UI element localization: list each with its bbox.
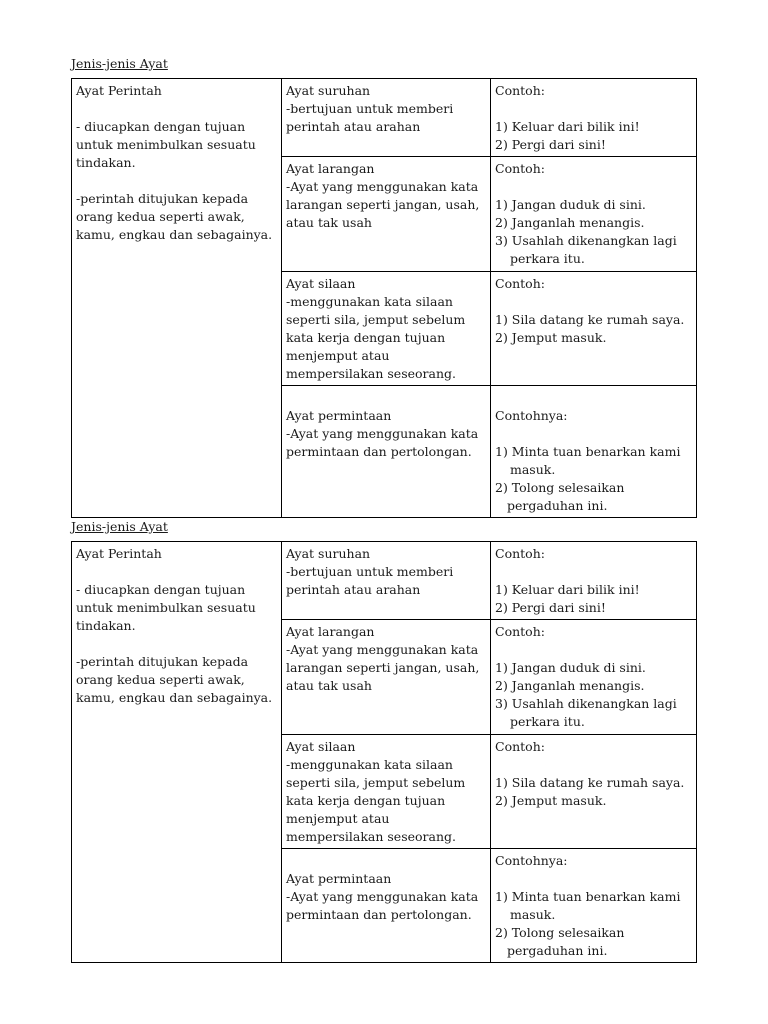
example-label: Contoh: (495, 161, 545, 176)
sentence-types-table (71, 78, 697, 518)
sentence-types-table (71, 541, 697, 963)
example-item: 3) Usahlah dikenangkan lagi perkara itu. (495, 233, 677, 266)
type-name: Ayat silaan (286, 276, 356, 291)
example-cell (491, 620, 697, 735)
example-cell (491, 386, 697, 518)
example-item: 1) Keluar dari bilik ini! (495, 582, 640, 597)
example-item: 1) Minta tuan benarkan kami masuk. (495, 889, 681, 922)
type-name: Ayat permintaan (286, 408, 392, 423)
type-cell (282, 157, 491, 272)
table-row (72, 542, 697, 620)
type-name: Ayat permintaan (286, 871, 392, 886)
type-cell (282, 272, 491, 386)
type-name: Ayat larangan (286, 624, 375, 639)
example-item: 2) Jemput masuk. (495, 330, 607, 345)
type-desc: -Ayat yang menggunakan kata permintaan dan pertolongan. (286, 426, 479, 459)
main-type-desc: -perintah ditujukan kepada orang kedua seperti awak, kamu, engkau dan sebagainya. (76, 191, 273, 242)
type-name: Ayat suruhan (286, 83, 371, 98)
type-cell (282, 735, 491, 849)
example-item: 2) Janganlah menangis. (495, 678, 645, 693)
type-desc: -menggunakan kata silaan seperti sila, jemput sebelum kata kerja dengan tujuan menjemput atau mempersilakan seseorang. (286, 757, 466, 844)
example-cell (491, 157, 697, 272)
table-row (72, 79, 697, 157)
main-type-desc: - diucapkan dengan tujuan untuk menimbulkan sesuatu tindakan. (76, 582, 256, 633)
main-type-title: Ayat Perintah (76, 546, 162, 561)
type-desc: -Ayat yang menggunakan kata larangan seperti jangan, usah, atau tak usah (286, 642, 480, 693)
type-cell (282, 79, 491, 157)
example-item: 2) Pergi dari sini! (495, 137, 606, 152)
example-label: Contohnya: (495, 853, 568, 868)
type-name: Ayat suruhan (286, 546, 371, 561)
type-name: Ayat silaan (286, 739, 356, 754)
example-item: 1) Keluar dari bilik ini! (495, 119, 640, 134)
type-desc: -bertujuan untuk memberi perintah atau arahan (286, 101, 454, 134)
example-item: 1) Jangan duduk di sini. (495, 660, 646, 675)
example-item: 2) Pergi dari sini! (495, 600, 606, 615)
main-type-cell (72, 542, 282, 963)
example-label: Contoh: (495, 276, 545, 291)
main-type-desc: - diucapkan dengan tujuan untuk menimbulkan sesuatu tindakan. (76, 119, 256, 170)
example-item: 2) Tolong selesaikan pergaduhan ini. (495, 925, 625, 958)
example-item: 2) Jemput masuk. (495, 793, 607, 808)
example-cell (491, 542, 697, 620)
main-type-title: Ayat Perintah (76, 83, 162, 98)
section-heading: Jenis-jenis Ayat (71, 519, 168, 534)
type-cell (282, 849, 491, 963)
example-label: Contohnya: (495, 408, 568, 423)
type-desc: -bertujuan untuk memberi perintah atau arahan (286, 564, 454, 597)
main-type-cell (72, 79, 282, 518)
example-item: 2) Janganlah menangis. (495, 215, 645, 230)
example-cell (491, 272, 697, 386)
main-type-desc: -perintah ditujukan kepada orang kedua seperti awak, kamu, engkau dan sebagainya. (76, 654, 273, 705)
type-cell (282, 542, 491, 620)
example-label: Contoh: (495, 739, 545, 754)
example-cell (491, 735, 697, 849)
example-item: 1) Sila datang ke rumah saya. (495, 312, 685, 327)
example-label: Contoh: (495, 83, 545, 98)
section-heading: Jenis-jenis Ayat (71, 56, 168, 71)
type-name: Ayat larangan (286, 161, 375, 176)
example-item: 1) Jangan duduk di sini. (495, 197, 646, 212)
type-cell (282, 620, 491, 735)
example-item: 1) Minta tuan benarkan kami masuk. (495, 444, 681, 477)
example-label: Contoh: (495, 546, 545, 561)
example-cell (491, 849, 697, 963)
example-cell (491, 79, 697, 157)
example-item: 2) Tolong selesaikan pergaduhan ini. (495, 480, 625, 513)
example-label: Contoh: (495, 624, 545, 639)
type-desc: -Ayat yang menggunakan kata larangan seperti jangan, usah, atau tak usah (286, 179, 480, 230)
example-item: 1) Sila datang ke rumah saya. (495, 775, 685, 790)
type-desc: -menggunakan kata silaan seperti sila, jemput sebelum kata kerja dengan tujuan menjemput atau mempersilakan seseorang. (286, 294, 466, 381)
example-item: 3) Usahlah dikenangkan lagi perkara itu. (495, 696, 677, 729)
type-cell (282, 386, 491, 518)
type-desc: -Ayat yang menggunakan kata permintaan dan pertolongan. (286, 889, 479, 922)
